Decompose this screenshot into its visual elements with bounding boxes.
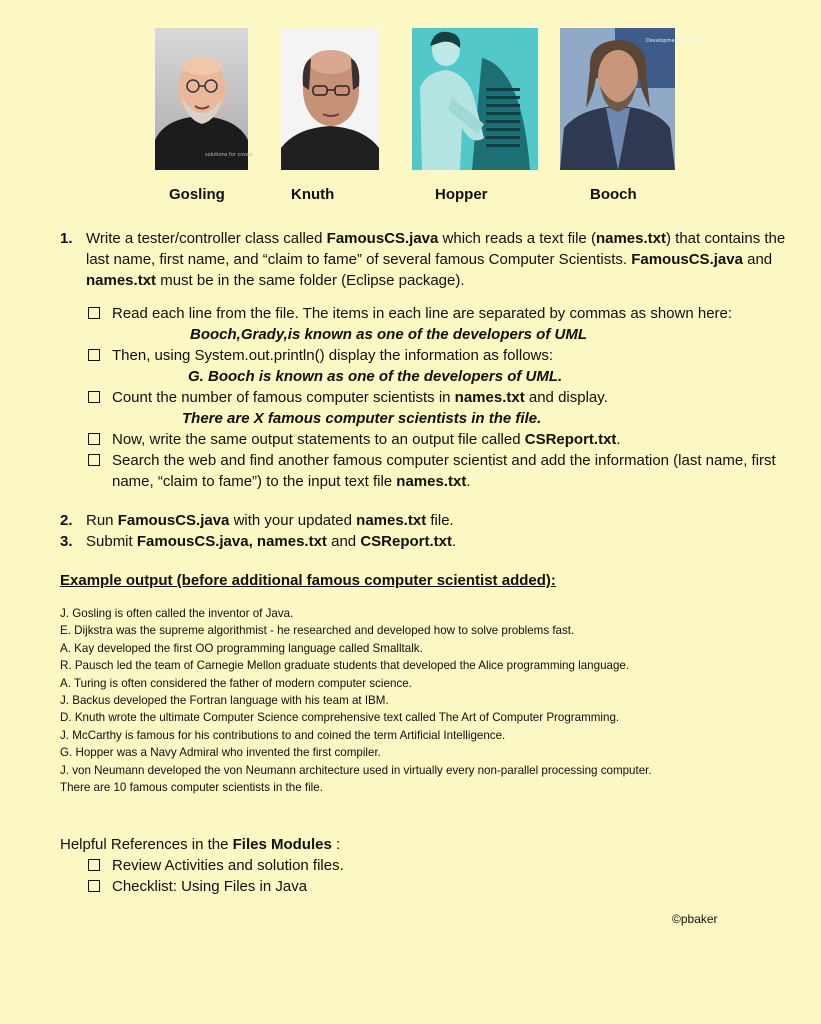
shirt-text: solutions for crowd <box>205 152 253 158</box>
bold-text: names.txt <box>86 272 157 289</box>
checkbox-icon <box>88 391 100 403</box>
text: Search the web and find another famous computer scientist and add the information (last name, first name, “claim to fame”) to the input text file <box>112 452 776 490</box>
text: . <box>451 533 457 550</box>
text: and <box>742 251 773 268</box>
text: ) that contains the last name, first name, and “claim to fame” of several famous Computer Scientists. <box>86 230 786 268</box>
step-number: 1. <box>60 230 73 247</box>
sign-text: Development Institution <box>646 38 707 44</box>
text: Checklist: Using Files in Java <box>112 878 308 896</box>
checklist-item <box>86 387 805 429</box>
text: : <box>331 836 341 854</box>
text: and display. <box>524 389 608 406</box>
text: with your updated <box>229 512 357 529</box>
checkbox-icon <box>88 880 100 892</box>
output-line: There are 10 famous computer scientists in the file. <box>60 781 323 795</box>
output-line: A. Kay developed the first OO programming language called Smalltalk. <box>60 641 423 655</box>
checklist-item <box>86 303 805 345</box>
text: Now, write the same output statements to an output file called <box>112 431 525 448</box>
text: and <box>326 533 361 550</box>
assignment-content <box>60 228 805 897</box>
checkbox-icon <box>88 307 100 319</box>
text: . <box>466 473 471 490</box>
bold-text: CSReport.txt <box>524 431 617 448</box>
caption-hopper: Hopper <box>435 186 488 203</box>
output-line: E. Dijkstra was the supreme algorithmist - he researched and developed how to solve problems fast. <box>60 624 575 638</box>
text: Read each line from the file. The items in each line are separated by commas as shown here: <box>112 305 733 322</box>
hopper-photo <box>412 28 538 170</box>
example-output <box>60 605 805 796</box>
step-1 <box>60 228 805 291</box>
references-list <box>86 855 805 897</box>
step-3 <box>60 531 805 552</box>
bold-text: FamousCS.java <box>117 512 230 529</box>
text: Helpful References in the <box>60 836 233 854</box>
checklist <box>86 303 805 492</box>
checkbox-icon <box>88 349 100 361</box>
example-line: Booch,Grady,is known as one of the developers of UML <box>190 326 588 343</box>
example-line: G. Booch is known as one of the developers of UML. <box>188 368 563 385</box>
caption-booch: Booch <box>590 186 637 203</box>
caption-gosling: Gosling <box>169 186 225 203</box>
output-line: J. von Neumann developed the von Neumann architecture used in virtually every non-parallel processing computer. <box>60 763 652 777</box>
caption-knuth: Knuth <box>291 186 335 203</box>
step-number: 3. <box>60 533 73 550</box>
text: Run <box>86 512 118 529</box>
example-line: There are X famous computer scientists in the file. <box>182 410 542 427</box>
bold-text: names.txt <box>396 473 467 490</box>
bold-text: FamousCS.java, names.txt <box>136 533 327 550</box>
bold-text: FamousCS.java <box>631 251 743 268</box>
step-2 <box>60 510 805 531</box>
bold-text: names.txt <box>595 230 666 247</box>
checklist-item <box>86 345 805 387</box>
output-line: D. Knuth wrote the ultimate Computer Science comprehensive text called The Art of Computer Programming. <box>60 711 620 725</box>
bold-text: names.txt <box>356 512 427 529</box>
example-output-heading: Example output (before additional famous computer scientist added): <box>60 572 556 589</box>
text: Then, using System.out.println() display the information as follows: <box>112 347 554 364</box>
checkbox-icon <box>88 433 100 445</box>
bold-text: Files Modules <box>232 836 332 854</box>
output-line: G. Hopper was a Navy Admiral who invented the first compiler. <box>60 746 381 760</box>
checklist-item <box>86 429 805 450</box>
reference-item <box>86 876 805 897</box>
output-line: J. Backus developed the Fortran language with his team at IBM. <box>60 694 389 708</box>
text: Write a tester/controller class called <box>86 230 327 247</box>
output-line: R. Pausch led the team of Carnegie Mellon graduate students that developed the Alice programming language. <box>60 659 630 673</box>
bold-text: FamousCS.java <box>326 230 439 247</box>
reference-item <box>86 855 805 876</box>
gosling-photo <box>155 28 253 170</box>
helpful-references <box>60 834 805 897</box>
step-number: 2. <box>60 512 73 529</box>
checkbox-icon <box>88 454 100 466</box>
checkbox-icon <box>88 859 100 871</box>
output-line: J. McCarthy is famous for his contributions to and coined the term Artificial Intelligence. <box>60 728 506 742</box>
copyright: ©pbaker <box>672 912 718 926</box>
text: file. <box>426 512 454 529</box>
text: Submit <box>86 533 137 550</box>
knuth-photo <box>281 28 379 170</box>
bold-text: CSReport.txt <box>360 533 452 550</box>
output-line: A. Turing is often considered the father of modern computer science. <box>60 676 412 690</box>
text: . <box>616 431 621 448</box>
photo-strip <box>0 28 821 170</box>
checklist-item <box>86 450 805 492</box>
text: Count the number of famous computer scientists in <box>112 389 455 406</box>
text: must be in the same folder (Eclipse package). <box>156 272 465 289</box>
text: which reads a text file ( <box>438 230 596 247</box>
references-heading <box>60 834 805 855</box>
booch-photo <box>560 28 707 170</box>
bold-text: names.txt <box>454 389 525 406</box>
text: Review Activities and solution files. <box>112 857 344 875</box>
output-line: J. Gosling is often called the inventor of Java. <box>60 607 294 620</box>
